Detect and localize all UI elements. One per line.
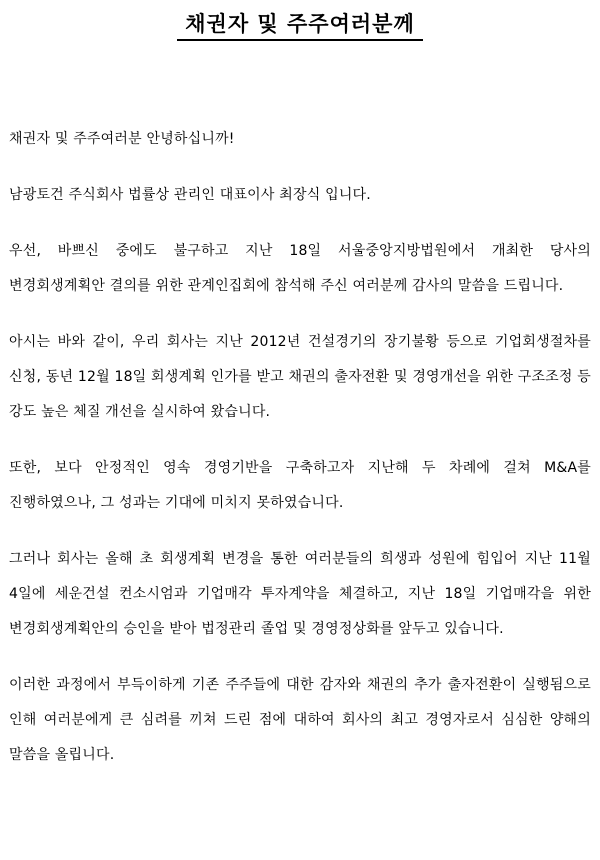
greeting-paragraph: 채권자 및 주주여러분 안녕하십니까! — [9, 131, 235, 147]
letter-body — [9, 122, 591, 773]
ma-attempt-paragraph: 또한, 보다 안정적인 영속 경영기반을 구축하고자 지난해 두 차례에 걸쳐 M&A를 진행하였으나, 그 성과는 기대에 미치지 못하였습니다. — [9, 460, 591, 511]
title-area — [0, 10, 600, 41]
thanks-paragraph: 우선, 바쁘신 중에도 불구하고 지난 18일 서울중앙지방법원에서 개최한 당사의 변경회생계획안 결의를 위한 관계인집회에 참석해 주신 여러분께 감사의 말씀을 드립니다. — [9, 243, 591, 294]
background-paragraph: 아시는 바와 같이, 우리 회사는 지난 2012년 건설경기의 장기불황 등으로 기업회생절차를 신청, 동년 12월 18일 회생계획 인가를 받고 채권의 출자전환 및 경영개선을 위한 구조조정 등 강도 높은 체질 개선을 실시하여 왔습니다. — [9, 334, 591, 420]
introduction-paragraph: 남광토건 주식회사 법률상 관리인 대표이사 최장식 입니다. — [9, 187, 371, 203]
letter-title: 채권자 및 주주여러분께 — [177, 10, 422, 41]
investment-contract-paragraph: 그러나 회사는 올해 초 회생계획 변경을 통한 여러분들의 희생과 성원에 힘입어 지난 11월 4일에 세운건설 컨소시엄과 기업매각 투자계약을 체결하고, 지난 18일 기업매각을 위한 변경회생계획안의 승인을 받아 법정관리 졸업 및 경영정상화를 앞두고 있습니다. — [9, 551, 591, 637]
apology-paragraph: 이러한 과정에서 부득이하게 기존 주주들에 대한 감자와 채권의 추가 출자전환이 실행됨으로 인해 여러분에게 큰 심려를 끼쳐 드린 점에 대하여 회사의 최고 경영자로서 심심한 양해의 말씀을 올립니다. — [9, 677, 591, 763]
